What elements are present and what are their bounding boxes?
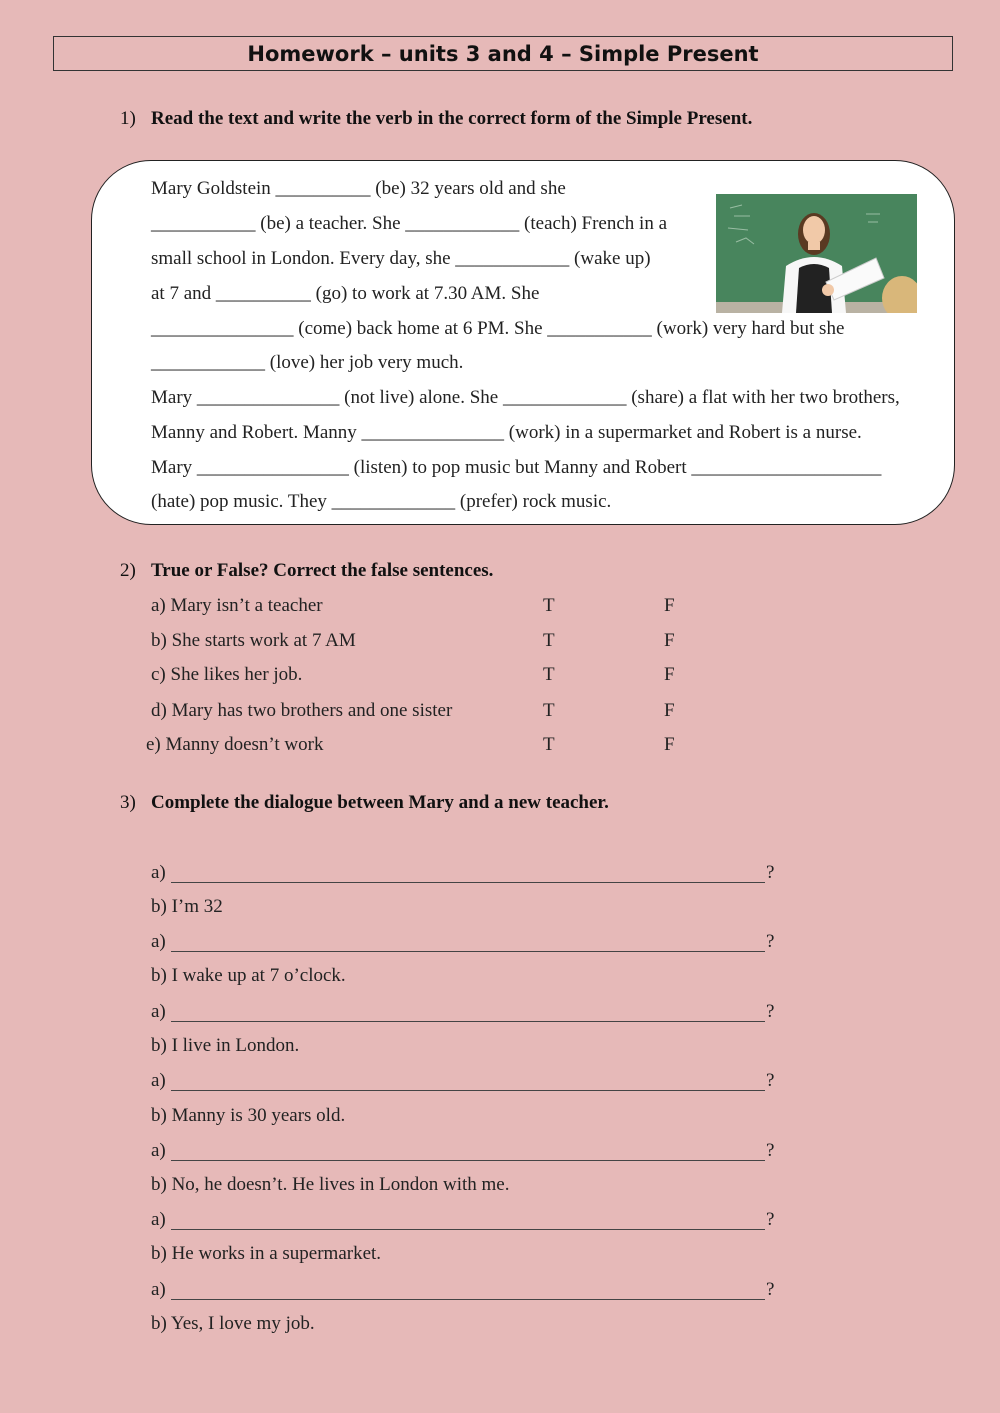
dialogue-answer: b) He works in a supermarket. bbox=[151, 1243, 382, 1264]
section-3-heading bbox=[120, 792, 609, 814]
section-1-instruction: Read the text and write the verb in the correct form of the Simple Present. bbox=[151, 108, 753, 129]
question-answer-line[interactable] bbox=[171, 1160, 765, 1161]
question-prefix: a) bbox=[151, 1140, 166, 1161]
teacher-classroom-photo bbox=[716, 194, 917, 313]
text-line: at 7 and __________ (go) to work at 7.30 AM. She bbox=[151, 283, 540, 304]
text-line: Mary ________________ (listen) to pop music but Manny and Robert ____________________ bbox=[151, 457, 882, 478]
text-line: Mary _______________ (not live) alone. She _____________ (share) a flat with her two brothers, bbox=[151, 387, 900, 408]
page-title: Homework – units 3 and 4 – Simple Present bbox=[53, 36, 953, 71]
question-mark: ? bbox=[766, 931, 775, 952]
question-answer-line[interactable] bbox=[171, 1021, 765, 1022]
text-line: small school in London. Every day, she ____________ (wake up) bbox=[151, 248, 651, 269]
question-mark: ? bbox=[766, 1140, 775, 1161]
dialogue-answer: b) Manny is 30 years old. bbox=[151, 1105, 346, 1126]
text-line: _______________ (come) back home at 6 PM. She ___________ (work) very hard but she bbox=[151, 318, 845, 339]
tf-statement: b) She starts work at 7 AM bbox=[151, 630, 356, 651]
false-option[interactable]: F bbox=[664, 595, 675, 616]
tf-statement: c) She likes her job. bbox=[151, 664, 303, 685]
question-prefix: a) bbox=[151, 1209, 166, 1230]
question-answer-line[interactable] bbox=[171, 1299, 765, 1300]
section-3-instruction: Complete the dialogue between Mary and a new teacher. bbox=[151, 792, 609, 813]
text-line: ____________ (love) her job very much. bbox=[151, 352, 464, 373]
tf-statement: e) Manny doesn’t work bbox=[146, 734, 324, 755]
text-line: (hate) pop music. They _____________ (prefer) rock music. bbox=[151, 491, 612, 512]
question-mark: ? bbox=[766, 1279, 775, 1300]
question-answer-line[interactable] bbox=[171, 1090, 765, 1091]
question-mark: ? bbox=[766, 1001, 775, 1022]
true-option[interactable]: T bbox=[543, 700, 555, 721]
question-prefix: a) bbox=[151, 862, 166, 883]
question-mark: ? bbox=[766, 862, 775, 883]
question-prefix: a) bbox=[151, 1001, 166, 1022]
tf-statement: a) Mary isn’t a teacher bbox=[151, 595, 323, 616]
section-2-heading bbox=[120, 560, 493, 582]
true-option[interactable]: T bbox=[543, 630, 555, 651]
question-answer-line[interactable] bbox=[171, 951, 765, 952]
false-option[interactable]: F bbox=[664, 664, 675, 685]
text-line: Manny and Robert. Manny _______________ (work) in a supermarket and Robert is a nurse. bbox=[151, 422, 862, 443]
tf-statement: d) Mary has two brothers and one sister bbox=[151, 700, 453, 721]
true-option[interactable]: T bbox=[543, 595, 555, 616]
question-mark: ? bbox=[766, 1070, 775, 1091]
true-option[interactable]: T bbox=[543, 734, 555, 755]
text-line: ___________ (be) a teacher. She ____________ (teach) French in a bbox=[151, 213, 668, 234]
dialogue-answer: b) I’m 32 bbox=[151, 896, 223, 917]
question-prefix: a) bbox=[151, 1070, 166, 1091]
dialogue-answer: b) Yes, I love my job. bbox=[151, 1313, 315, 1334]
section-2-instruction: True or False? Correct the false sentences. bbox=[151, 560, 494, 581]
dialogue-answer: b) No, he doesn’t. He lives in London with me. bbox=[151, 1174, 510, 1195]
section-2-number: 2) bbox=[120, 560, 136, 581]
question-mark: ? bbox=[766, 1209, 775, 1230]
false-option[interactable]: F bbox=[664, 700, 675, 721]
question-answer-line[interactable] bbox=[171, 1229, 765, 1230]
section-1-heading bbox=[120, 108, 752, 130]
section-1-number: 1) bbox=[120, 108, 136, 129]
false-option[interactable]: F bbox=[664, 630, 675, 651]
text-line: Mary Goldstein __________ (be) 32 years old and she bbox=[151, 178, 566, 199]
question-prefix: a) bbox=[151, 1279, 166, 1300]
section-3-number: 3) bbox=[120, 792, 136, 813]
question-answer-line[interactable] bbox=[171, 882, 765, 883]
true-option[interactable]: T bbox=[543, 664, 555, 685]
false-option[interactable]: F bbox=[664, 734, 675, 755]
dialogue-answer: b) I wake up at 7 o’clock. bbox=[151, 965, 346, 986]
dialogue-answer: b) I live in London. bbox=[151, 1035, 300, 1056]
question-prefix: a) bbox=[151, 931, 166, 952]
